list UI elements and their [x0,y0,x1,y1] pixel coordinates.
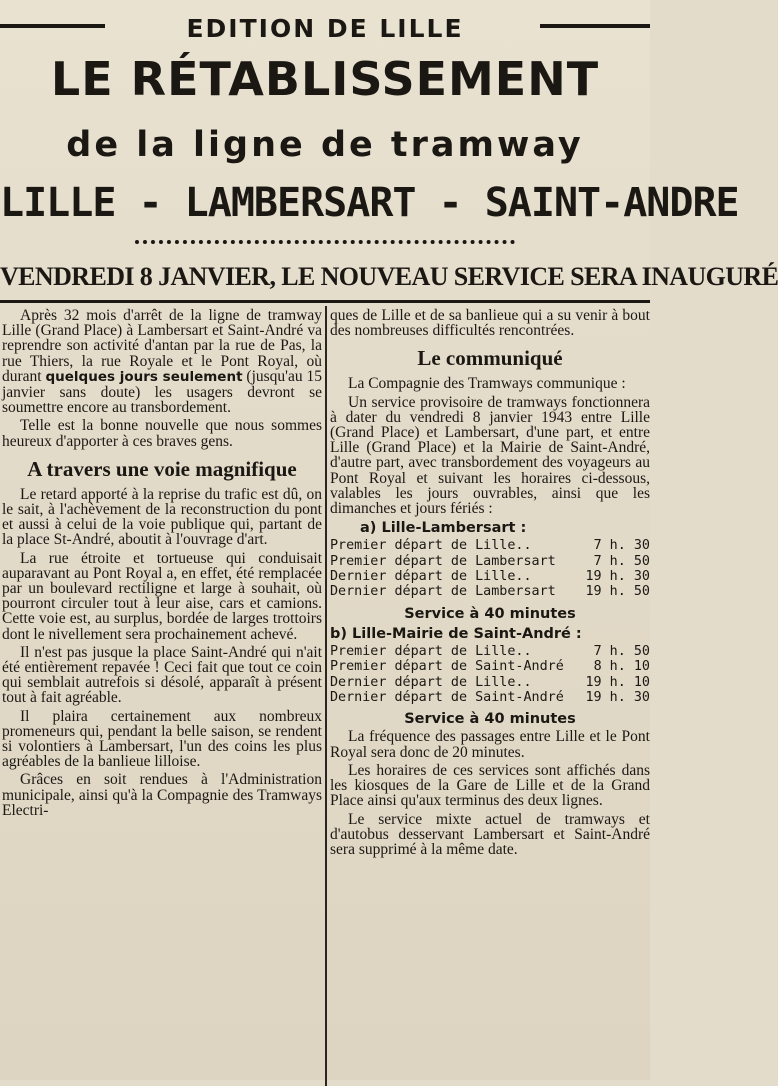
schedule-title: a) Lille-Lambersart : [360,520,527,537]
schedule-label: Dernier départ de Lambersart [330,584,556,600]
schedule-row [330,554,650,569]
schedule-label: Premier départ de Lambersart [330,553,556,569]
schedule-time: 19 h. 50 [585,584,650,600]
schedule-label: Dernier départ de Lille.. [330,674,532,690]
paragraph-text: (jusqu'au 15 janvier sans doute) les usagers devront se soumettre encore au transbordement. [2,367,322,417]
schedule-table [330,538,650,600]
schedule-row [330,569,650,584]
article-paragraph [2,308,322,415]
schedule-row [330,538,650,553]
article-paragraph: Les horaires de ces services sont affichés dans les kiosques de la Gare de Lille et de la Grand Place ainsi qu'aux terminus des deux lignes. [330,761,650,810]
schedule-time: 7 h. 50 [593,643,650,659]
schedule-time: 19 h. 10 [585,674,650,690]
subheadline: VENDREDI 8 JANVIER, LE NOUVEAU SERVICE SERA INAUGURÉ [0,262,778,291]
right-column [330,308,650,857]
schedule-time: 19 h. 30 [585,569,650,585]
paragraph-text: Après 32 mois d'arrêt de la ligne de tramway Lille (Grand Place) à Lambersart et Saint-André va reprendre son activité d'antan par la rue de Pas, la rue Thiers, la rue Royale et le Pont Royal, où durant [2,307,322,385]
schedule-row [330,644,650,659]
schedule-row [330,659,650,674]
article-paragraph: La fréquence des passages entre Lille et le Pont Royal sera donc de 20 minutes. [330,728,650,761]
article-paragraph: Il n'est pas jusque la place Saint-André qui n'ait été entièrement repavée ! Ceci fait que tout ce coin qui semblait autrefois si désolé, apparaît à présent tout à fait agréable. [2,643,322,707]
edition-banner [0,14,650,48]
left-column [2,308,322,818]
article-paragraph: Il plaira certainement aux nombreux promeneurs qui, pendant la belle saison, se rendent si volontiers à Lambersart, l'un des coins les plus agréables de la banlieue lilloise. [2,707,322,771]
schedule-row [330,584,650,599]
article-paragraph: La Compagnie des Tramways communique : [348,375,626,393]
article-paragraph: Un service provisoire de tramways fonctionnera à dater du vendredi 8 janvier 1943 entre Lille (Grand Place) et Lambersart, d'une part, et entre Lille (Grand Place) et la Mairie de Saint-André, d'autre part, avec transbordement des voyageurs au Pont Royal et suivant les horaires ci-dessous, valables les jours ouvrables, ainsi que les dimanches et jours fériés : [330,393,650,518]
service-frequency-note: Service à 40 minutes [404,711,576,728]
article-paragraph: Grâces en soit rendues à l'Administration municipale, ainsi qu'à la Compagnie des Tramways Electri- [2,771,322,819]
emphasis-text: quelques jours seulement [45,368,243,385]
service-frequency-note: Service à 40 minutes [404,605,576,622]
dotted-divider [135,240,515,244]
article-paragraph: Le service mixte actuel de tramways et d'autobus desservant Lambersart et Saint-André sera supprimé à la même date. [330,810,650,858]
edition-label: EDITION DE LILLE [186,14,464,43]
schedule-label: Premier départ de Lille.. [330,643,532,659]
section-heading: A travers une voie magnifique [27,456,297,481]
article-paragraph: Le retard apporté à la reprise du trafic est dû, on le sait, à l'achèvement de la reconstruction du pont et aussi à celui de la voie publique qui, partant de la place St-André, aboutit à l'ouvrage d'art. [2,485,322,549]
section-heading: Le communiqué [417,346,563,371]
schedule-title: b) Lille-Mairie de Saint-André : [330,625,582,642]
subheadline-rule [0,300,650,303]
schedule-row [330,675,650,690]
schedule-row [330,690,650,705]
column-separator [325,306,327,1086]
schedule-label: Premier départ de Saint-André [330,659,564,675]
schedule-time: 19 h. 30 [585,690,650,706]
schedule-label: Dernier départ de Lille.. [330,569,532,585]
schedule-time: 7 h. 50 [593,553,650,569]
schedule-table [330,644,650,706]
article-paragraph: ques de Lille et de sa banlieue qui a su venir à bout des nombreuses difficultés rencontrées. [330,307,650,340]
schedule-time: 7 h. 30 [593,538,650,554]
headline-line-2: de la ligne de tramway [66,125,584,165]
schedule-label: Dernier départ de Saint-André [330,690,564,706]
article-paragraph: La rue étroite et tortueuse qui conduisait auparavant au Pont Royal a, en effet, été remplacée par un boulevard rectiligne et large à souhait, où pourront circuler tout à leur aise, cars et camions. Cette voie est, au surplus, bordée de larges trottoirs dont le nivellement sera prochainement achevé. [2,549,322,643]
schedule-time: 8 h. 10 [593,659,650,675]
article-paragraph: Telle est la bonne nouvelle que nous sommes heureux d'apporter à ces braves gens. [2,417,322,450]
headline-line-3: LILLE - LAMBERSART - SAINT-ANDRE [0,180,739,226]
schedule-label: Premier départ de Lille.. [330,538,532,554]
headline-line-1: LE RÉTABLISSEMENT [50,52,600,106]
